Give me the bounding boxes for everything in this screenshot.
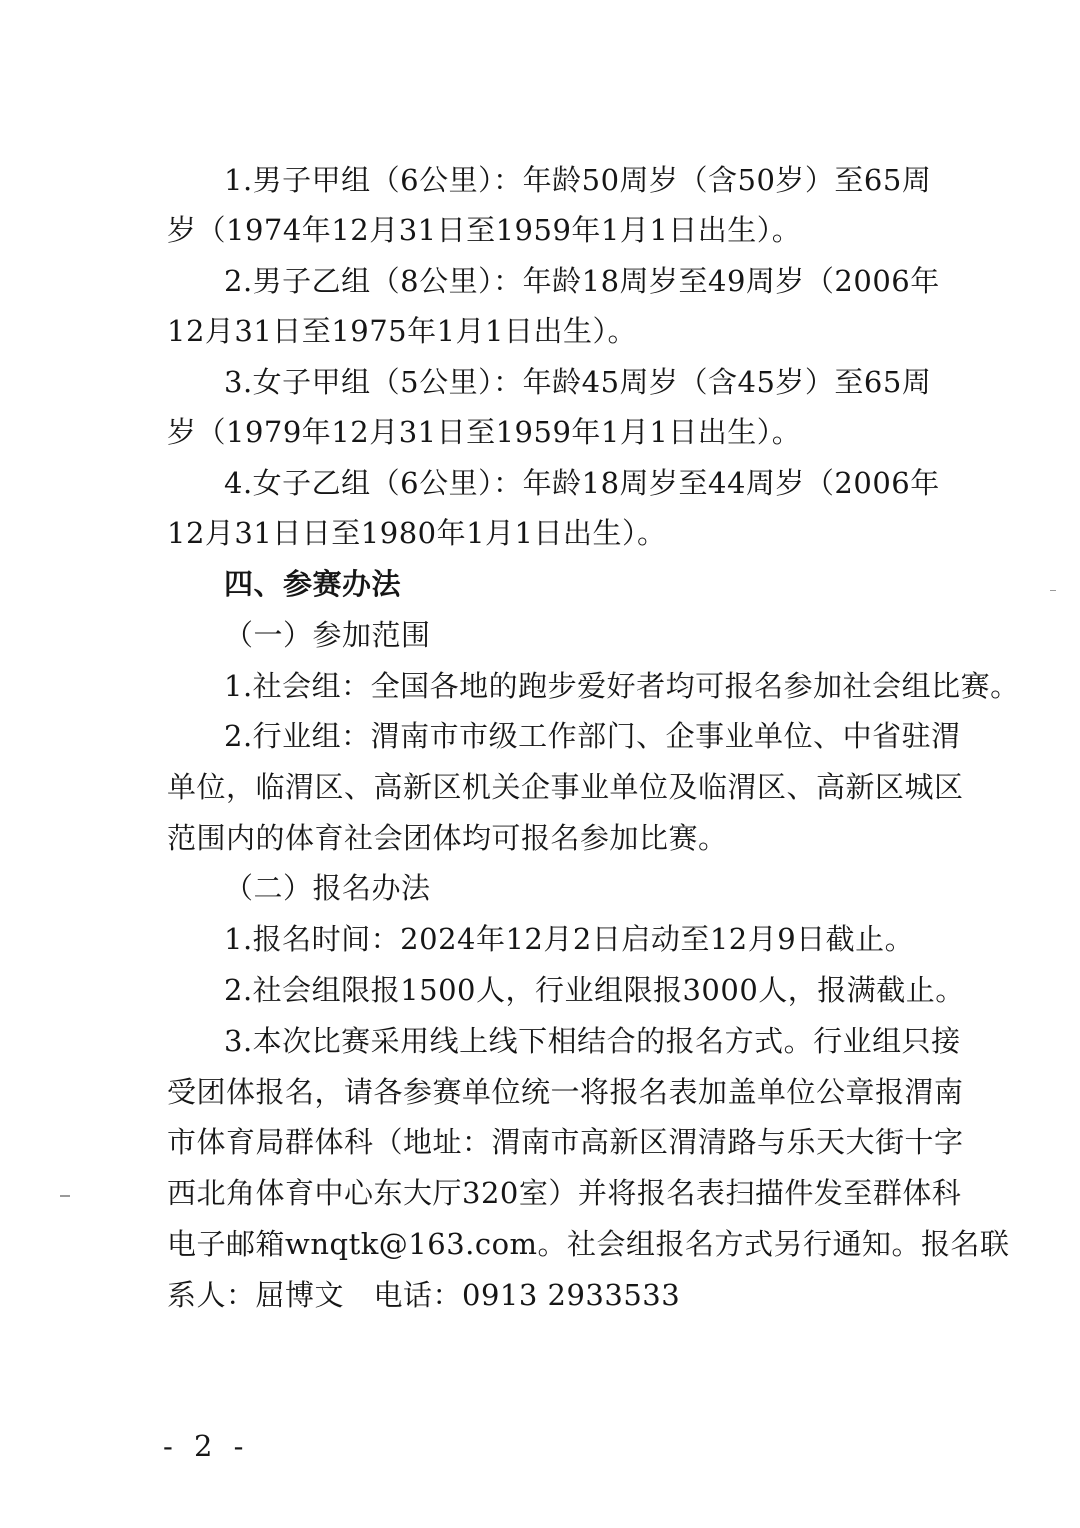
registration-method-line-2: 受团体报名，请各参赛单位统一将报名表加盖单位公章报渭南 [167,1075,964,1109]
section-four-heading: 四、参赛办法 [224,567,402,601]
group-men-a-line-2: 岁（1974年12月31日至1959年1月1日出生）。 [167,213,802,247]
registration-quota: 2.社会组限报1500人，行业组限报3000人，报满截止。 [224,973,965,1007]
scope-industry-line-3: 范围内的体育社会团体均可报名参加比赛。 [167,821,728,855]
registration-method-line-3: 市体育局群体科（地址：渭南市高新区渭清路与乐天大街十字 [167,1125,964,1159]
group-women-a-line-2: 岁（1979年12月31日至1959年1月1日出生）。 [167,415,802,449]
registration-time: 1.报名时间：2024年12月2日启动至12月9日截止。 [224,922,915,956]
registration-method-line-5: 电子邮箱wnqtk@163.com。社会组报名方式另行通知。报名联 [167,1227,1010,1261]
registration-heading: （二）报名办法 [224,871,431,905]
group-men-b-line-2: 12月31日至1975年1月1日出生）。 [167,314,638,348]
group-men-b-line-1: 2.男子乙组（8公里）：年龄18周岁至49周岁（2006年 [224,264,940,298]
registration-method-line-4: 西北角体育中心东大厅320室）并将报名表扫描件发至群体科 [167,1176,962,1210]
scope-heading: （一）参加范围 [224,618,431,652]
registration-method-line-1: 3.本次比赛采用线上线下相结合的报名方式。行业组只接 [224,1024,961,1058]
group-men-a-line-1: 1.男子甲组（6公里）：年龄50周岁（含50岁）至65周 [224,163,932,197]
scan-speck [60,1195,70,1197]
registration-contact: 系人：屈博文 电话：0913 2933533 [167,1278,681,1312]
scope-industry-line-2: 单位，临渭区、高新区机关企事业单位及临渭区、高新区城区 [167,770,964,804]
group-women-b-line-1: 4.女子乙组（6公里）：年龄18周岁至44周岁（2006年 [224,466,940,500]
group-women-b-line-2: 12月31日日至1980年1月1日出生）。 [167,516,667,550]
scope-social-group: 1.社会组：全国各地的跑步爱好者均可报名参加社会组比赛。 [224,669,1020,703]
group-women-a-line-1: 3.女子甲组（5公里）：年龄45周岁（含45岁）至65周 [224,365,932,399]
scope-industry-line-1: 2.行业组：渭南市市级工作部门、企事业单位、中省驻渭 [224,719,961,753]
scan-speck [1050,590,1056,591]
page-number: - 2 - [163,1429,250,1463]
